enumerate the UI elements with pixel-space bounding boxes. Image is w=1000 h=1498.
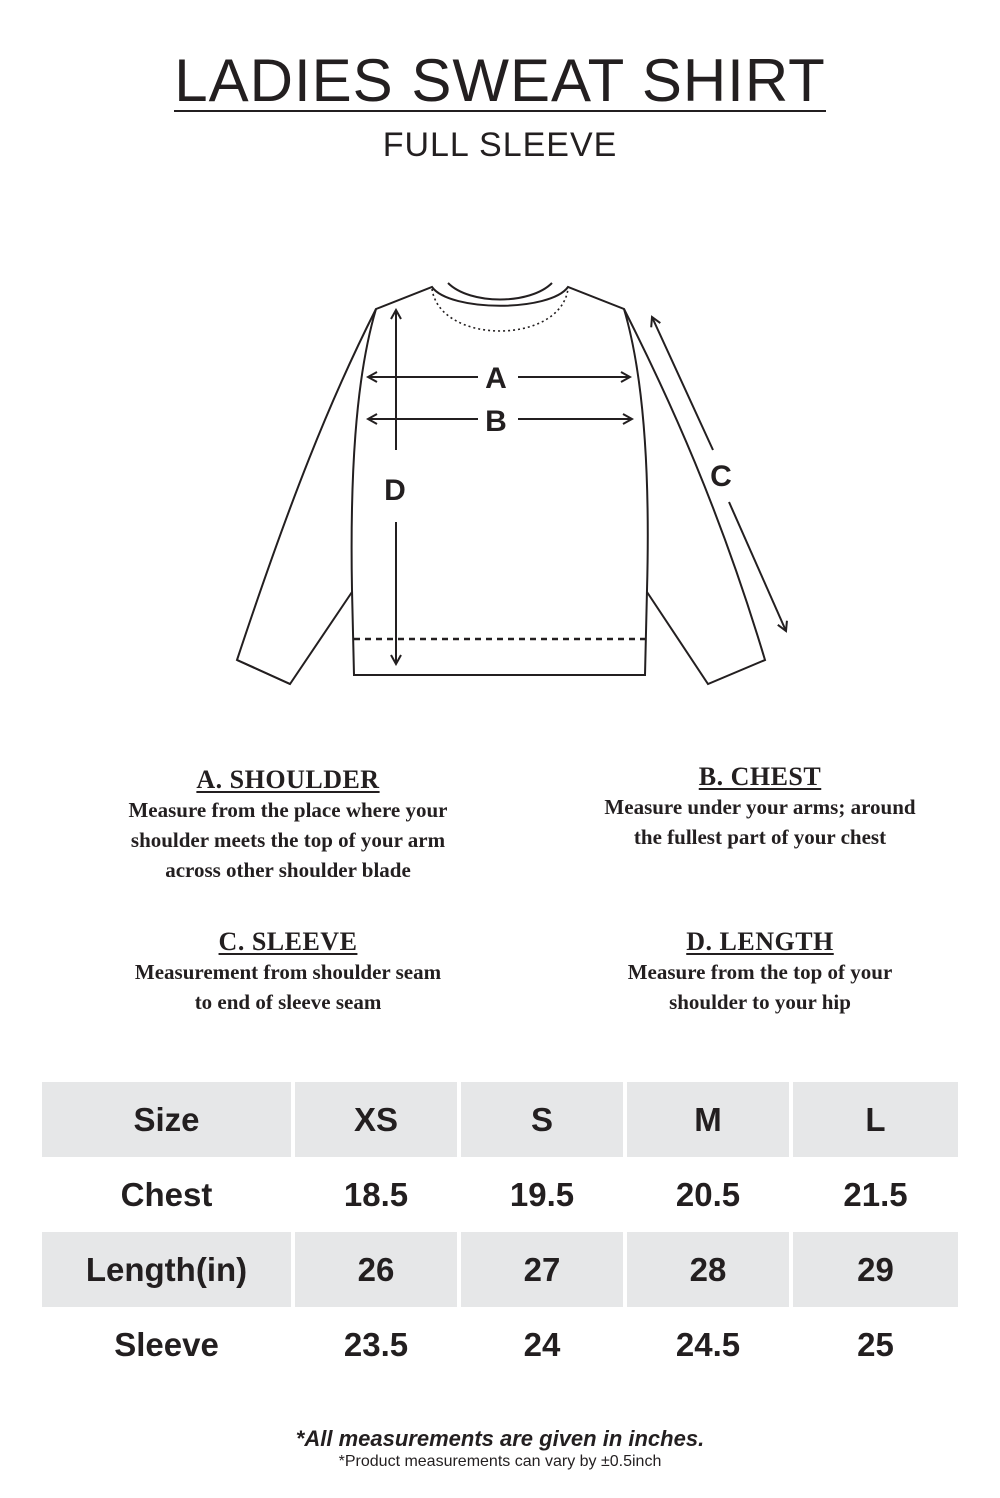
table-cell: Sleeve [42,1307,295,1382]
length-heading: D. LENGTH [686,927,834,956]
chest-line: Measure under your arms; around [604,795,916,819]
chest-line: the fullest part of your chest [633,825,887,849]
table-cell: 20.5 [627,1157,793,1232]
measurement-note: *All measurements are given in inches. [295,1426,705,1451]
table-header-cell: S [461,1082,627,1157]
table-cell: 28 [627,1232,793,1307]
label-b: B [485,405,507,438]
table-cell: 23.5 [295,1307,461,1382]
table-header-cell: XS [295,1082,461,1157]
shoulder-line: shoulder meets the top of your arm [130,828,446,852]
table-header-cell: Size [42,1082,295,1157]
table-cell: 18.5 [295,1157,461,1232]
sleeve-heading: C. SLEEVE [218,927,358,956]
table-cell: 24 [461,1307,627,1382]
shoulder-description [88,765,488,885]
shoulder-line: Measure from the place where your [128,798,448,822]
left-sleeve [237,309,376,684]
table-row [42,1157,958,1232]
sleeve-description [88,927,488,1017]
table-header-cell: M [627,1082,793,1157]
variance-note: *Product measurements can vary by ±0.5inch [338,1453,662,1470]
arrow-c-bottom [729,502,786,631]
label-c: C [710,460,732,493]
table-cell: 25 [857,1325,894,1363]
sleeve-line: to end of sleeve seam [194,990,382,1014]
label-d: D [384,474,406,507]
shoulder-heading: A. SHOULDER [196,765,380,794]
table-cell: Length(in) [42,1232,295,1307]
table-cell: 24.5 [627,1307,793,1382]
page-subtitle: FULL SLEEVE [382,126,618,164]
table-cell: 27 [461,1232,627,1307]
sleeve-line: Measurement from shoulder seam [134,960,442,984]
table-cell: 29 [793,1232,958,1307]
page-title: LADIES SWEAT SHIRT [174,47,826,114]
sweatshirt-diagram [0,270,1000,700]
chest-heading: B. CHEST [698,762,822,791]
label-a: A [485,362,507,395]
left-cuff [237,660,290,684]
chest-description [560,762,960,852]
table-header-row [42,1082,958,1157]
length-line: shoulder to your hip [669,990,851,1014]
size-chart-table [42,1082,958,1382]
table-cell: 26 [295,1232,461,1307]
table-cell: Chest [42,1157,295,1232]
table-cell: 19.5 [461,1157,627,1232]
length-line: Measure from the top of your [627,960,893,984]
table-header-cell: L [793,1082,958,1157]
table-row [42,1232,958,1307]
neck-stitching [432,289,568,331]
neckline [448,283,552,300]
table-cell: 21.5 [843,1175,908,1213]
shoulder-line: across other shoulder blade [165,858,411,882]
table-row [42,1307,958,1382]
length-description [560,927,960,1017]
